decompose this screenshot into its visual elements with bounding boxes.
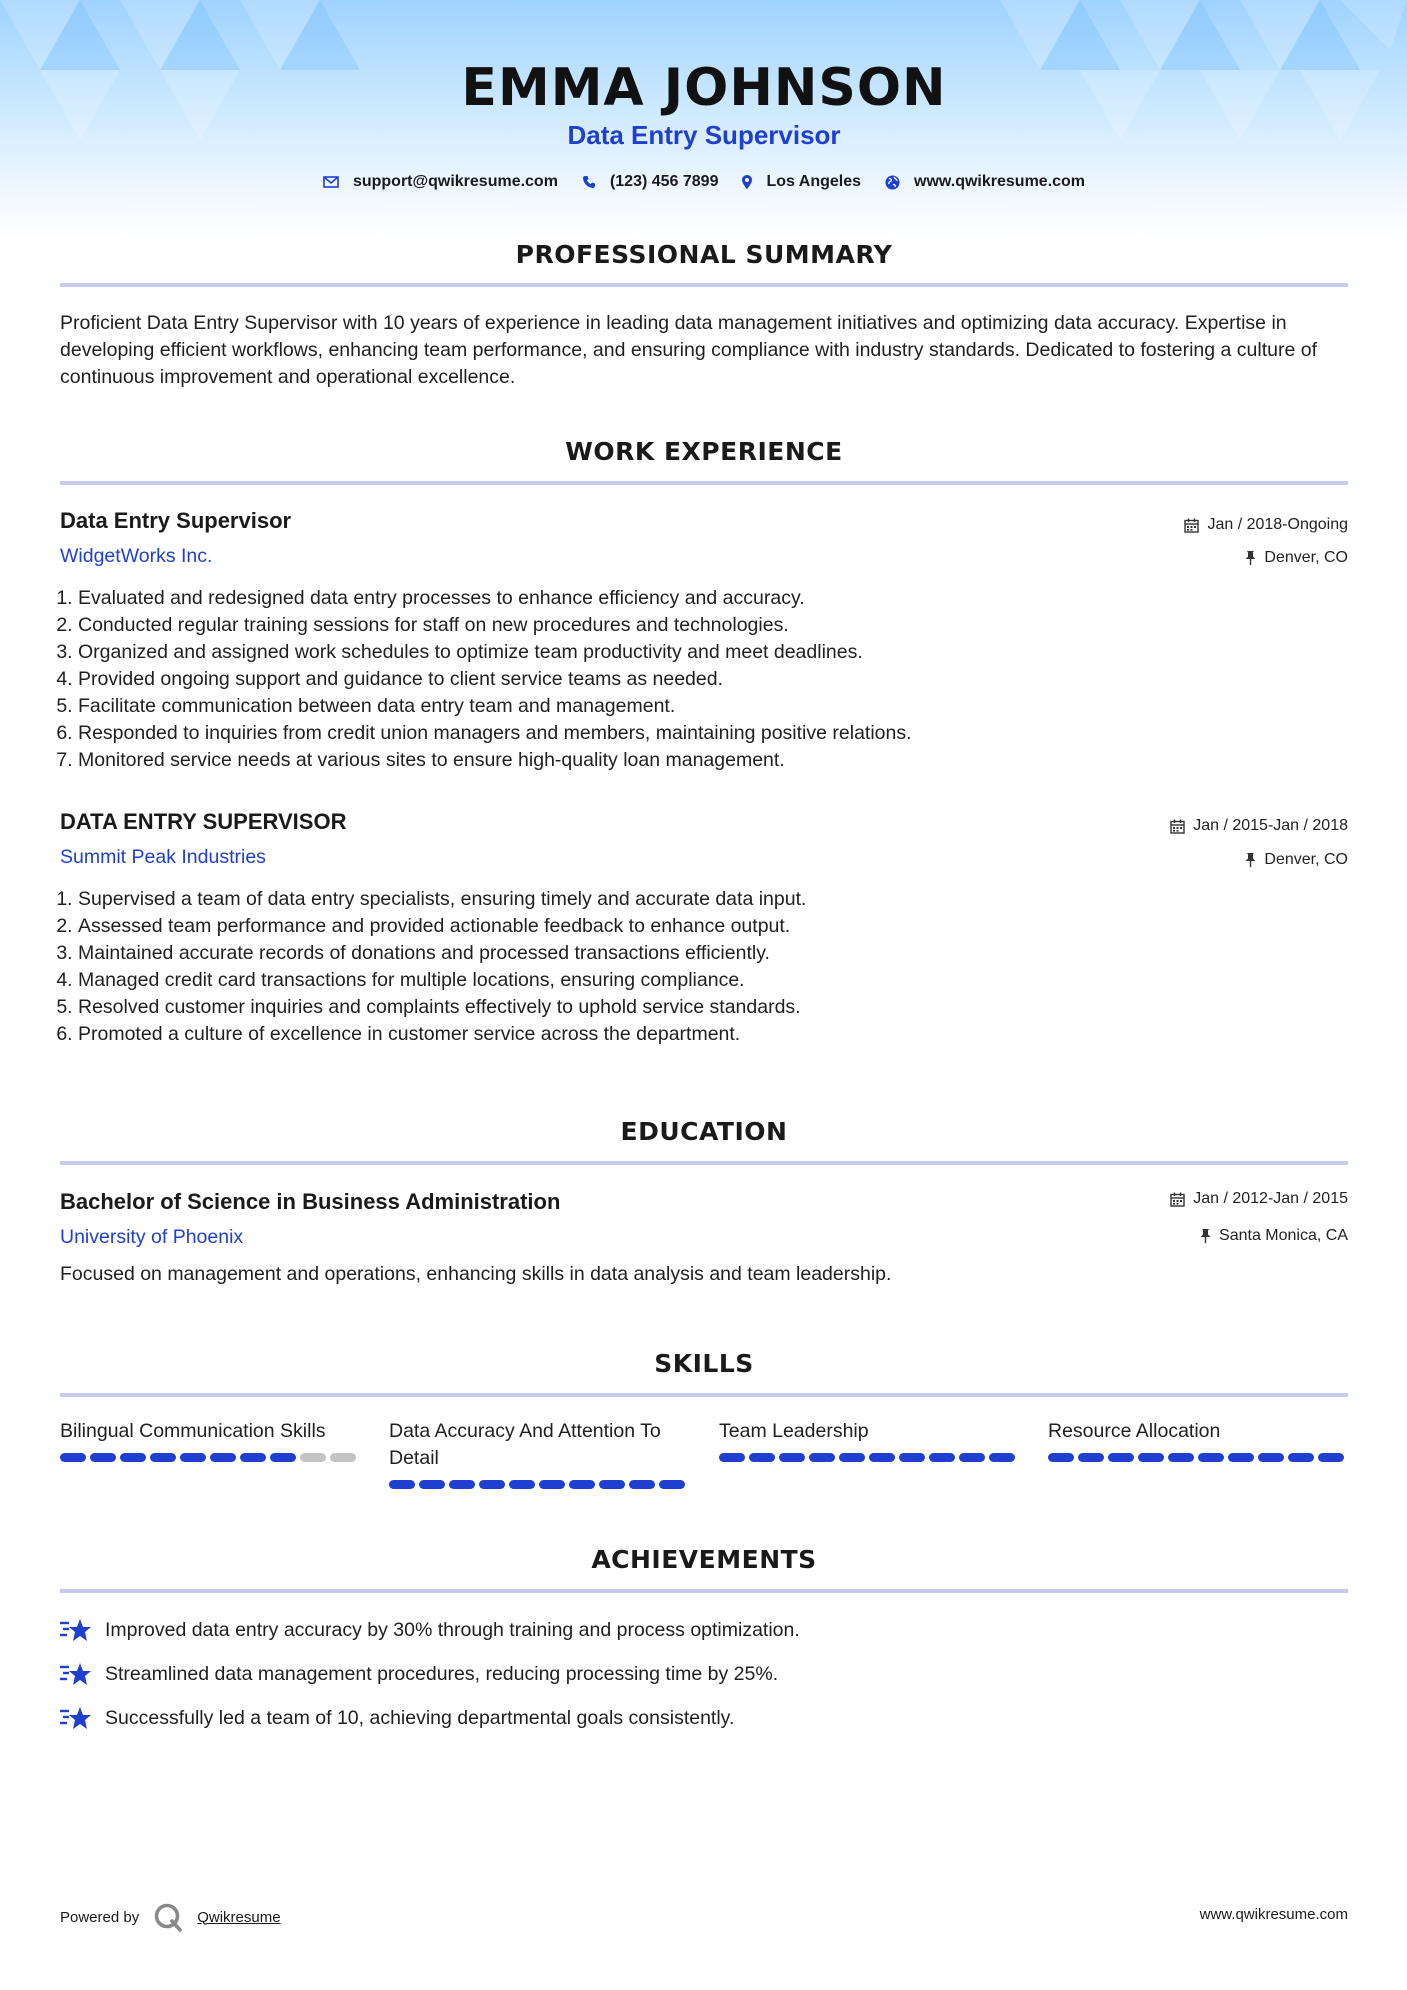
achievement-item <box>60 1617 800 1643</box>
calendar-icon <box>1184 518 1199 533</box>
education-degree: Bachelor of Science in Business Administration <box>60 1189 561 1214</box>
job-dates-text: Jan / 2018-Ongoing <box>1207 516 1348 533</box>
list-item: 1. Supervised a team of data entry specialists, ensuring timely and accurate data input. <box>78 886 1348 913</box>
skill-level-dash <box>749 1453 775 1462</box>
candidate-name: EMMA JOHNSON <box>461 58 947 118</box>
job-location-text: Denver, CO <box>1264 851 1348 868</box>
achievement-text: Successfully led a team of 10, achieving departmental goals consistently. <box>105 1706 735 1729</box>
envelope-icon <box>323 176 339 188</box>
achievement-item <box>60 1705 734 1731</box>
job-location-text: Denver, CO <box>1264 549 1348 566</box>
skill-level-dash <box>419 1480 445 1489</box>
globe-icon <box>885 175 900 190</box>
skill-level-dash <box>389 1480 415 1489</box>
skill-level-dash <box>150 1453 176 1462</box>
footer-powered-by <box>60 1902 281 1932</box>
list-item: 6. Responded to inquiries from credit union managers and members, maintaining positive relations. <box>78 720 1348 747</box>
calendar-icon <box>1170 1192 1185 1207</box>
skill-level-dash <box>509 1480 535 1489</box>
skill-level-dash <box>809 1453 835 1462</box>
skill-level-dash <box>629 1480 655 1489</box>
skill-level-dash <box>1048 1453 1074 1462</box>
powered-by-label: Powered by <box>60 1908 140 1926</box>
skill-level-bar <box>719 1453 1019 1462</box>
skill-level-dash <box>599 1480 625 1489</box>
candidate-title: Data Entry Supervisor <box>567 120 841 150</box>
skill-name: Data Accuracy And Attention To Detail <box>389 1420 661 1469</box>
list-item: 4. Managed credit card transactions for multiple locations, ensuring compliance. <box>78 967 1348 994</box>
job-bullets <box>60 886 1348 1048</box>
achievements-heading: ACHIEVEMENTS <box>591 1545 817 1574</box>
skill-level-dash <box>569 1480 595 1489</box>
achievement-item <box>60 1661 778 1687</box>
job-title: Data Entry Supervisor <box>60 508 292 533</box>
education-location-text: Santa Monica, CA <box>1219 1227 1348 1244</box>
pushpin-icon <box>1200 1229 1211 1243</box>
job-dates-text: Jan / 2015-Jan / 2018 <box>1193 817 1348 834</box>
skill-level-bar <box>60 1453 360 1462</box>
job-bullets <box>60 585 1348 774</box>
pushpin-icon <box>1245 551 1256 565</box>
education-divider <box>60 1161 1348 1165</box>
skill-level-bar <box>1048 1453 1348 1462</box>
skill-item <box>719 1418 1019 1462</box>
skill-level-dash <box>1108 1453 1134 1462</box>
skill-level-dash <box>1138 1453 1164 1462</box>
list-item: 1. Evaluated and redesigned data entry processes to enhance efficiency and accuracy. <box>78 585 1348 612</box>
skill-level-dash <box>1228 1453 1254 1462</box>
qwikresume-logo-icon <box>153 1902 183 1932</box>
skill-level-bar <box>389 1480 689 1489</box>
list-item: 4. Provided ongoing support and guidance to client service teams as needed. <box>78 666 1348 693</box>
calendar-icon <box>1170 819 1185 834</box>
skill-level-dash <box>779 1453 805 1462</box>
skill-level-dash <box>899 1453 925 1462</box>
list-item: 3. Organized and assigned work schedules to optimize team productivity and meet deadlines. <box>78 639 1348 666</box>
skills-heading: SKILLS <box>654 1349 754 1378</box>
summary-divider <box>60 283 1348 287</box>
skill-level-dash <box>1078 1453 1104 1462</box>
contact-bar <box>60 173 1348 191</box>
skill-level-dash <box>1258 1453 1284 1462</box>
list-item: 7. Monitored service needs at various sites to ensure high-quality loan management. <box>78 747 1348 774</box>
skill-level-dash <box>869 1453 895 1462</box>
skill-level-dash <box>210 1453 236 1462</box>
skill-level-dash <box>1198 1453 1224 1462</box>
skill-level-dash <box>989 1453 1015 1462</box>
skill-level-dash <box>300 1453 326 1462</box>
skill-level-dash <box>449 1480 475 1489</box>
skill-level-dash <box>180 1453 206 1462</box>
education-description: Focused on management and operations, enhancing skills in data analysis and team leadership. <box>60 1263 892 1285</box>
star-award-icon <box>60 1705 92 1731</box>
list-item: 2. Assessed team performance and provided actionable feedback to enhance output. <box>78 913 1348 940</box>
skill-level-dash <box>1318 1453 1344 1462</box>
education-school: University of Phoenix <box>60 1226 244 1248</box>
contact-email-text: support@qwikresume.com <box>352 173 558 190</box>
job-company: WidgetWorks Inc. <box>60 545 213 567</box>
contact-email[interactable] <box>323 173 558 191</box>
skill-level-dash <box>270 1453 296 1462</box>
contact-website[interactable] <box>885 173 1085 191</box>
star-award-icon <box>60 1661 92 1687</box>
skill-level-dash <box>719 1453 745 1462</box>
list-item: 5. Resolved customer inquiries and complaints effectively to uphold service standards. <box>78 994 1348 1021</box>
footer-website[interactable]: www.qwikresume.com <box>1199 1906 1348 1923</box>
skill-level-dash <box>330 1453 356 1462</box>
education-dates-text: Jan / 2012-Jan / 2015 <box>1193 1190 1348 1207</box>
qwikresume-link[interactable]: Qwikresume <box>197 1908 281 1926</box>
list-item: 3. Maintained accurate records of donations and processed transactions efficiently. <box>78 940 1348 967</box>
skill-level-dash <box>1168 1453 1194 1462</box>
skill-level-dash <box>60 1453 86 1462</box>
achievement-text: Streamlined data management procedures, reducing processing time by 25%. <box>105 1662 779 1685</box>
map-pin-icon <box>742 175 752 189</box>
contact-location <box>742 173 861 191</box>
skill-level-dash <box>539 1480 565 1489</box>
skill-level-dash <box>479 1480 505 1489</box>
skill-name: Resource Allocation <box>1048 1420 1221 1442</box>
job-location <box>1245 851 1348 869</box>
skill-level-dash <box>929 1453 955 1462</box>
skill-item <box>1048 1418 1348 1462</box>
star-award-icon <box>60 1617 92 1643</box>
contact-website-text: www.qwikresume.com <box>914 173 1086 190</box>
job-title: DATA ENTRY SUPERVISOR <box>60 809 347 834</box>
list-item: 5. Facilitate communication between data entry team and management. <box>78 693 1348 720</box>
list-item: 6. Promoted a culture of excellence in customer service across the department. <box>78 1021 1348 1048</box>
education-location <box>1200 1227 1348 1245</box>
contact-phone-text: (123) 456 7899 <box>609 173 719 190</box>
job-location <box>1245 549 1348 567</box>
skill-level-dash <box>90 1453 116 1462</box>
education-dates <box>1170 1190 1348 1208</box>
experience-heading: WORK EXPERIENCE <box>565 437 843 466</box>
skills-divider <box>60 1393 1348 1397</box>
skill-level-dash <box>839 1453 865 1462</box>
skill-level-dash <box>120 1453 146 1462</box>
contact-location-text: Los Angeles <box>766 173 862 190</box>
summary-text: Proficient Data Entry Supervisor with 10 years of experience in leading data management initiatives and optimizing data accuracy. Expertise in developing efficient workflows, enhancing team performance, and ensuring compliance with industry standards. Dedicated to fostering a culture of continuous improvement and operational excellence. <box>60 312 1318 388</box>
skill-level-dash <box>659 1480 685 1489</box>
skill-name: Bilingual Communication Skills <box>60 1420 326 1442</box>
skill-item <box>389 1418 689 1489</box>
skill-item <box>60 1418 360 1462</box>
achievements-divider <box>60 1589 1348 1593</box>
summary-heading: PROFESSIONAL SUMMARY <box>515 240 893 269</box>
achievement-text: Improved data entry accuracy by 30% through training and process optimization. <box>105 1618 800 1641</box>
pushpin-icon <box>1245 853 1256 867</box>
contact-phone[interactable] <box>582 173 719 191</box>
job-dates <box>1184 516 1348 534</box>
education-heading: EDUCATION <box>620 1117 788 1146</box>
skill-name: Team Leadership <box>719 1420 869 1442</box>
skill-level-dash <box>959 1453 985 1462</box>
skill-level-dash <box>1288 1453 1314 1462</box>
job-company: Summit Peak Industries <box>60 846 266 868</box>
skill-level-dash <box>240 1453 266 1462</box>
experience-divider <box>60 481 1348 485</box>
list-item: 2. Conducted regular training sessions for staff on new procedures and technologies. <box>78 612 1348 639</box>
job-dates <box>1170 817 1348 835</box>
phone-icon <box>582 175 596 189</box>
